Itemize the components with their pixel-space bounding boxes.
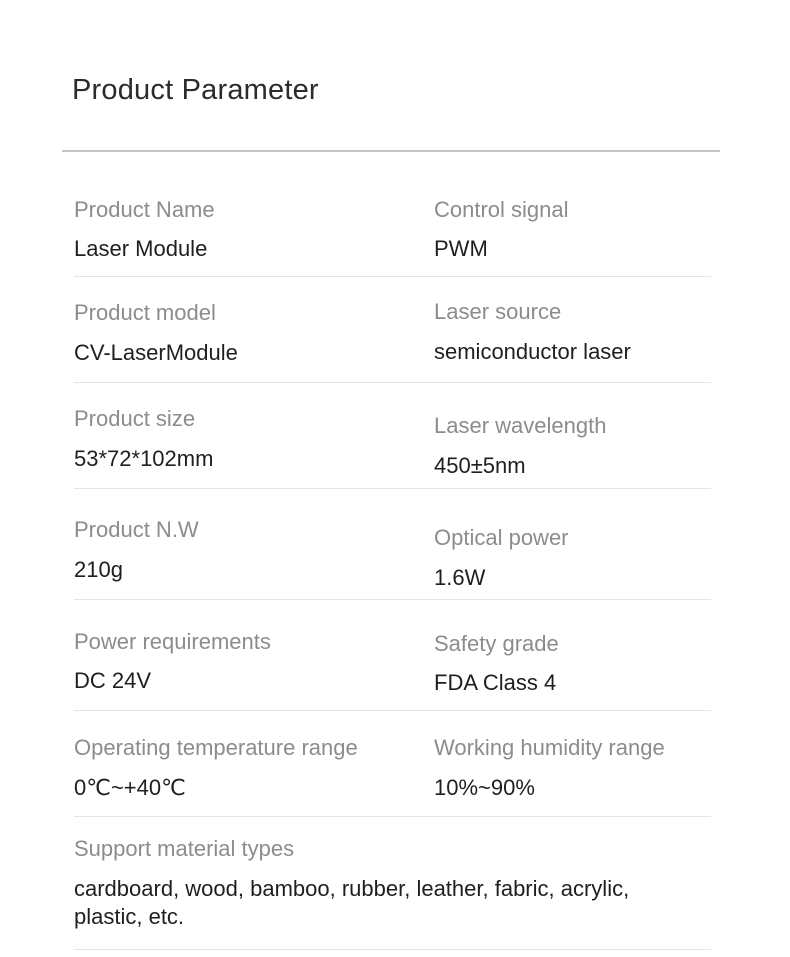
- row-divider: [74, 488, 711, 489]
- param-label: Product size: [74, 406, 196, 431]
- row-divider: [74, 710, 711, 711]
- param-value: CV-LaserModule: [74, 340, 238, 365]
- param-product-nw: [74, 516, 199, 584]
- param-power-requirements: [74, 628, 271, 695]
- param-optical-power: [434, 524, 569, 592]
- param-working-humidity: [434, 734, 665, 802]
- param-value: PWM: [434, 236, 488, 261]
- param-product-name: [74, 196, 215, 263]
- param-value: 10%~90%: [434, 775, 535, 800]
- param-label: Working humidity range: [434, 735, 665, 760]
- param-value: 210g: [74, 557, 123, 582]
- title-divider: [62, 150, 720, 152]
- param-value: 1.6W: [434, 565, 486, 590]
- param-label: Product N.W: [74, 517, 199, 542]
- row-divider: [74, 816, 711, 817]
- param-laser-source: [434, 298, 631, 366]
- param-value: Laser Module: [74, 236, 208, 261]
- param-safety-grade: [434, 630, 559, 697]
- param-support-materials: [74, 835, 694, 931]
- param-laser-wavelength: [434, 412, 606, 480]
- row-divider: [74, 599, 711, 600]
- param-label: Support material types: [74, 836, 295, 861]
- row-divider: [74, 949, 711, 950]
- param-label: Optical power: [434, 525, 569, 550]
- param-label: Product Name: [74, 197, 215, 222]
- param-value: 0℃~+40℃: [74, 775, 186, 800]
- param-label: Control signal: [434, 197, 569, 222]
- param-label: Laser wavelength: [434, 413, 607, 438]
- param-label: Laser source: [434, 299, 562, 324]
- param-value: semiconductor laser: [434, 339, 631, 364]
- param-label: Safety grade: [434, 631, 559, 656]
- param-value: 450±5nm: [434, 453, 526, 478]
- param-label: Product model: [74, 300, 216, 325]
- param-product-model: [74, 299, 238, 367]
- param-value: cardboard, wood, bamboo, rubber, leather, fabric, acrylic, plastic, etc.: [74, 876, 630, 929]
- param-value: 53*72*102mm: [74, 446, 214, 471]
- param-operating-temperature: [74, 734, 358, 802]
- param-label: Power requirements: [74, 629, 271, 654]
- param-value: FDA Class 4: [434, 670, 557, 695]
- row-divider: [74, 382, 711, 383]
- param-value: DC 24V: [74, 668, 152, 693]
- param-product-size: [74, 405, 213, 473]
- page-title: Product Parameter: [72, 74, 319, 106]
- row-divider: [74, 276, 711, 277]
- param-control-signal: [434, 196, 569, 263]
- param-label: Operating temperature range: [74, 735, 358, 760]
